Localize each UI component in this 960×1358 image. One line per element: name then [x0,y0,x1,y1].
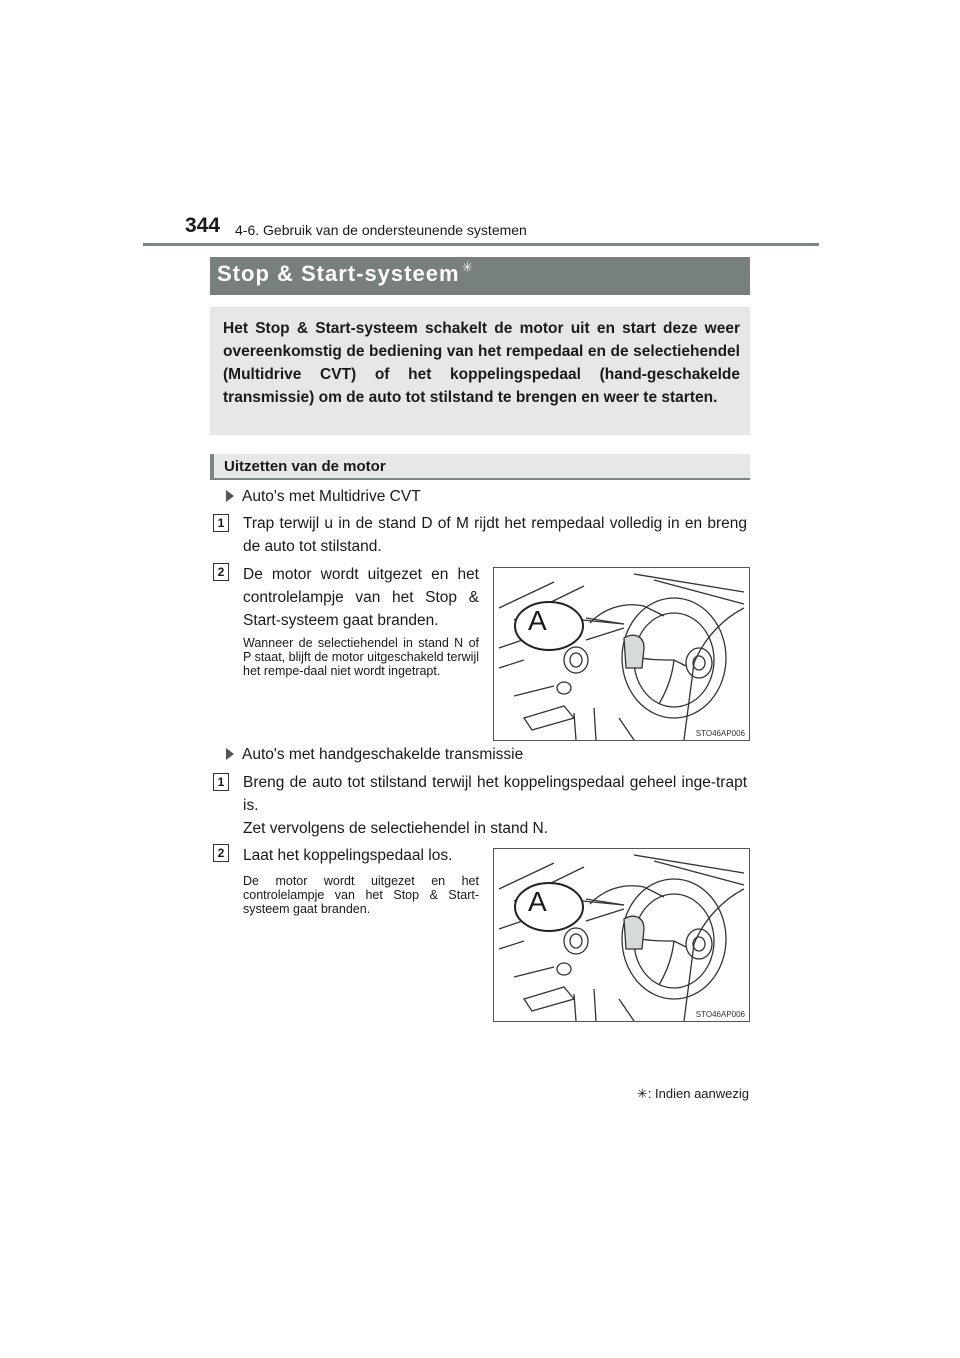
triangle-bullet-icon [226,748,234,760]
section-title-bar [210,257,750,295]
step-number-1: 1 [213,514,229,532]
intro-box [210,307,750,435]
cvt-note-text: Wanneer de selectiehendel in stand N of P staat, blijft de motor uitgeschakeld terwijl het rempe-daal niet wordt ingetrapt. [243,636,479,678]
manual-bullet-text: Auto's met handgeschakelde transmissie [242,746,524,763]
cvt-bullet-text: Auto's met Multidrive CVT [242,488,421,505]
header-divider [143,243,819,246]
dashboard-illustration-2 [493,848,750,1022]
figure-code: STO46AP006 [695,1010,745,1019]
footnote-asterisk-icon: ✳ [636,1086,648,1101]
subsection-heading [210,454,750,480]
triangle-bullet-icon [226,490,234,502]
step-number-1: 1 [213,773,229,791]
page-number: 344 [185,214,221,237]
section-title [217,261,474,287]
dashboard-illustration-1 [493,567,750,741]
manual-bullet [226,746,523,764]
figure-code: STO46AP006 [695,729,745,738]
dashboard-drawing [494,849,749,1021]
manual-step-1-text: Breng de auto tot stilstand terwijl het koppelingspedaal geheel inge-trapt is. [243,774,747,814]
cvt-step-2-text: De motor wordt uitgezet en het controlelampje van het Stop & Start-systeem gaat branden. [243,566,479,629]
figure-label-a: A [528,605,547,636]
figure-label-a: A [528,886,547,917]
intro-text: Het Stop & Start-systeem schakelt de motor uit en start deze weer overeenkomstig de bediening van het rempedaal en de selectiehendel (Multidrive CVT) of het koppelingspedaal (hand-geschakelde transmissie) om de auto tot stilstand te brengen en weer te starten. [223,320,740,406]
cvt-step-1-text: Trap terwijl u in de stand D of M rijdt het rempedaal volledig in en breng de auto tot stilstand. [243,515,747,555]
subsection-heading-text: Uitzetten van de motor [224,458,386,475]
step-number-2: 2 [213,563,229,581]
section-title-text: Stop & Start-systeem [217,261,460,286]
manual-step-1b-text: Zet vervolgens de selectiehendel in stand N. [243,820,549,837]
footnote [637,1086,749,1102]
cvt-bullet [226,488,421,506]
manual-step-2-text: Laat het koppelingspedaal los. [243,847,453,864]
section-path: 4-6. Gebruik van de ondersteunende systemen [235,222,527,238]
manual-note-text: De motor wordt uitgezet en het controlelampje van het Stop & Start-systeem gaat branden. [243,874,479,916]
footnote-text: : Indien aanwezig [647,1086,749,1101]
optional-asterisk-icon: ✳ [461,259,475,275]
step-number-2: 2 [213,844,229,862]
dashboard-drawing [494,568,749,740]
